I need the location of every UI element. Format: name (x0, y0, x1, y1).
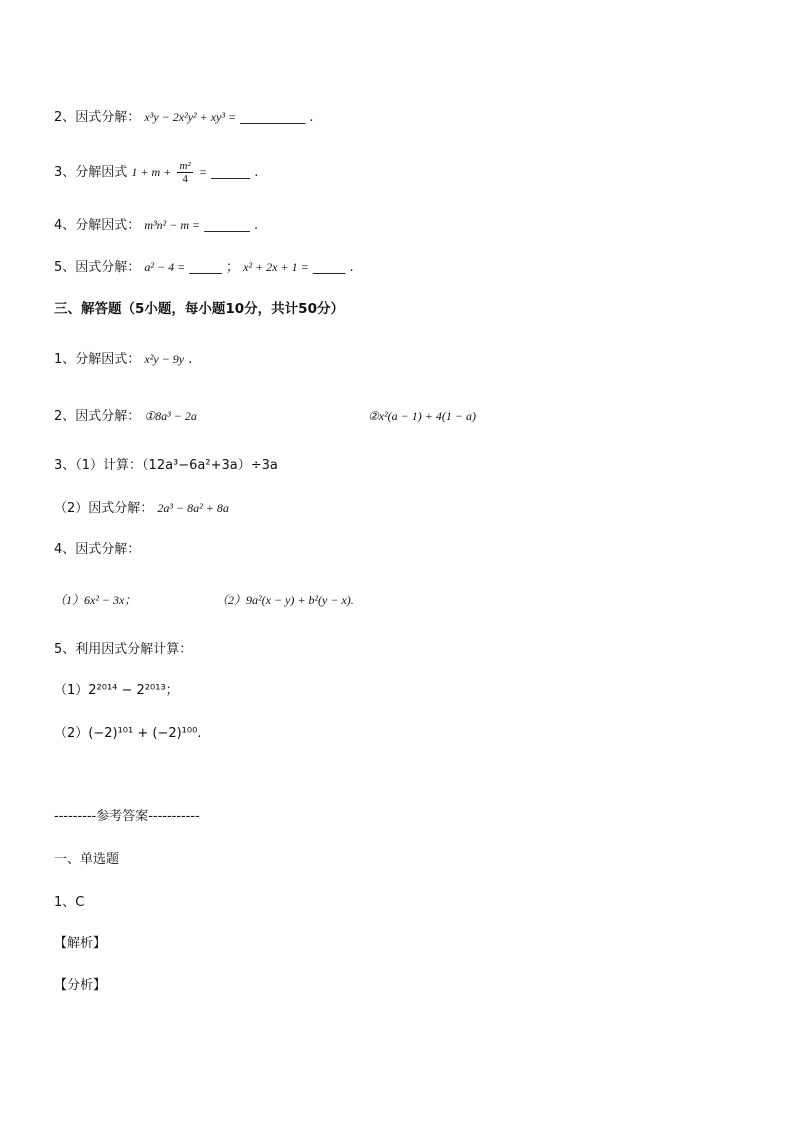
answer-blank: ______ (211, 165, 251, 180)
solve-question-3-part1 (54, 457, 278, 475)
math-expression: a² − 4 = (144, 260, 186, 274)
period: . (309, 110, 314, 125)
answer-blank: __________ (240, 110, 306, 125)
period: . (188, 352, 193, 367)
fraction-numerator: m² (179, 160, 191, 172)
math-expression-part1: ①8a³ − 2a (144, 409, 197, 423)
question-2 (54, 108, 313, 127)
period: . (349, 260, 354, 275)
solve-question-2 (54, 407, 754, 426)
question-label: 2、因式分解： (54, 110, 141, 125)
answer-1: 1、C (54, 895, 85, 910)
question-label: 3、（1）计算：（12a³−6a²+3a）÷3a (54, 458, 278, 473)
math-expression-part2: （2）9a²(x − y) + b²(y − x). (216, 593, 354, 607)
period: . (254, 165, 259, 180)
question-label: 2、因式分解： (54, 409, 141, 424)
question-4 (54, 216, 258, 235)
section-heading-1: 一、单选题 (54, 852, 120, 867)
question-3 (54, 160, 258, 185)
answer-blank: _____ (312, 260, 346, 275)
separator: ； (226, 260, 240, 275)
fraction-denominator: 4 (182, 173, 188, 185)
question-label: 4、分解因式： (54, 218, 141, 233)
analysis-label: 【解析】 (54, 936, 107, 951)
question-5 (54, 258, 354, 277)
section-heading-3: 三、解答题（5小题，每小题10分，共计50分） (54, 301, 344, 317)
solve-question-3-part2 (54, 499, 229, 518)
math-expression: x³y − 2x²y² + xy³ = (144, 110, 237, 124)
math-expression: m³n² − m = (144, 218, 201, 232)
solve-question-4: 4、因式分解： (54, 542, 141, 557)
math-expression: 1 + m + (131, 165, 172, 179)
answers-divider: ---------参考答案----------- (54, 809, 200, 824)
solve-question-5: 5、利用因式分解计算： (54, 642, 193, 657)
question-label: 3、分解因式 (54, 165, 128, 180)
question-label: （2）因式分解： (54, 501, 154, 516)
answer-blank: _______ (204, 218, 250, 233)
solve-question-5-part2: （2）(−2)¹⁰¹ + (−2)¹⁰⁰. (54, 726, 202, 741)
fraction (177, 160, 192, 185)
math-expression: 2a³ − 8a² + 8a (157, 501, 229, 515)
math-expression: = (198, 165, 207, 179)
question-label: 1、分解因式： (54, 352, 141, 367)
math-expression: x²y − 9y (144, 352, 185, 366)
solve-question-1 (54, 350, 192, 369)
solve-question-5-part1: （1）2²⁰¹⁴ − 2²⁰¹³； (54, 683, 179, 698)
analysis-label-2: 【分析】 (54, 978, 107, 993)
math-expression-part2: ②x²(a − 1) + 4(1 − a) (368, 409, 476, 423)
math-expression: x² + 2x + 1 = (243, 260, 309, 274)
answer-blank: _____ (189, 260, 222, 275)
solve-question-4-parts (54, 591, 754, 610)
question-label: 5、因式分解： (54, 260, 141, 275)
math-expression-part1: （1）6x² − 3x； (54, 593, 137, 607)
period: . (253, 218, 259, 233)
